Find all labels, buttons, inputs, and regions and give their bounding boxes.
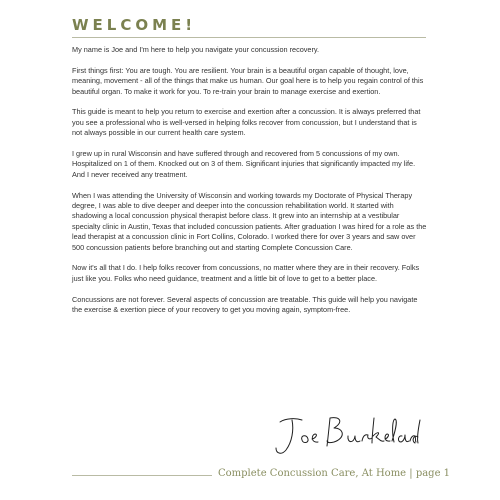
footer-label: Complete Concussion Care, At Home | page 1: [218, 468, 451, 479]
paragraph-closing: Concussions are not forever. Several aspects of concussion are treatable. This guide will help you navigate the exercise & exertion piece of your recovery to get you moving again, symptom-free.: [72, 294, 418, 315]
paragraph-resilience: First things first: You are tough. You are resilient. Your brain is a beautiful organ capable of thought, love, meaning, movement - all of the things that make us human. Our goal here is to help you regain control of this beautiful organ. To make it work for you. To re-train your brain to manage exercise and exertion.: [72, 65, 424, 96]
page-title: WELCOME!: [72, 16, 197, 34]
footer-divider: [72, 475, 212, 476]
paragraph-mission: Now it's all that I do. I help folks recover from concussions, no matter where they are in their recovery. Folks just like you. Folks who need guidance, treatment and a little bit of love to get to a better place.: [72, 263, 420, 283]
body-text: [72, 45, 428, 326]
signature-image: [272, 410, 422, 460]
paragraph-education: When I was attending the University of Wisconsin and working towards my Doctorate of Physical Therapy degree, I was able to dive deeper and deeper into the concussion rehabilitation world. It started with shadowing a local concussion physical therapist before class. It grew into an internship at a vestibular specialty clinic in Austin, Texas that included concussion patients. After graduation I was hired for a role as the lead therapist at a concussion clinic in Fort Collins, Colorado. I worked there for over 3 years and saw over 500 concussion patients before branching out and starting Complete Concussion Care.: [72, 190, 427, 252]
paragraph-guide-purpose: This guide is meant to help you return to exercise and exertion after a concussion. It is always preferred that you see a professional who is well-versed in helping folks recover from concussion, but I understand that is not always possible in our current health care system.: [72, 107, 421, 138]
paragraph-personal-history: I grew up in rural Wisconsin and have suffered through and recovered from 5 concussions of my own. Hospitalized on 1 of them. Knocked out on 3 of them. Significant injuries that significantly impacted my life. And I never received any treatment.: [72, 149, 416, 179]
paragraph-intro: My name is Joe and I'm here to help you navigate your concussion recovery.: [72, 45, 320, 54]
title-divider: [72, 37, 426, 38]
